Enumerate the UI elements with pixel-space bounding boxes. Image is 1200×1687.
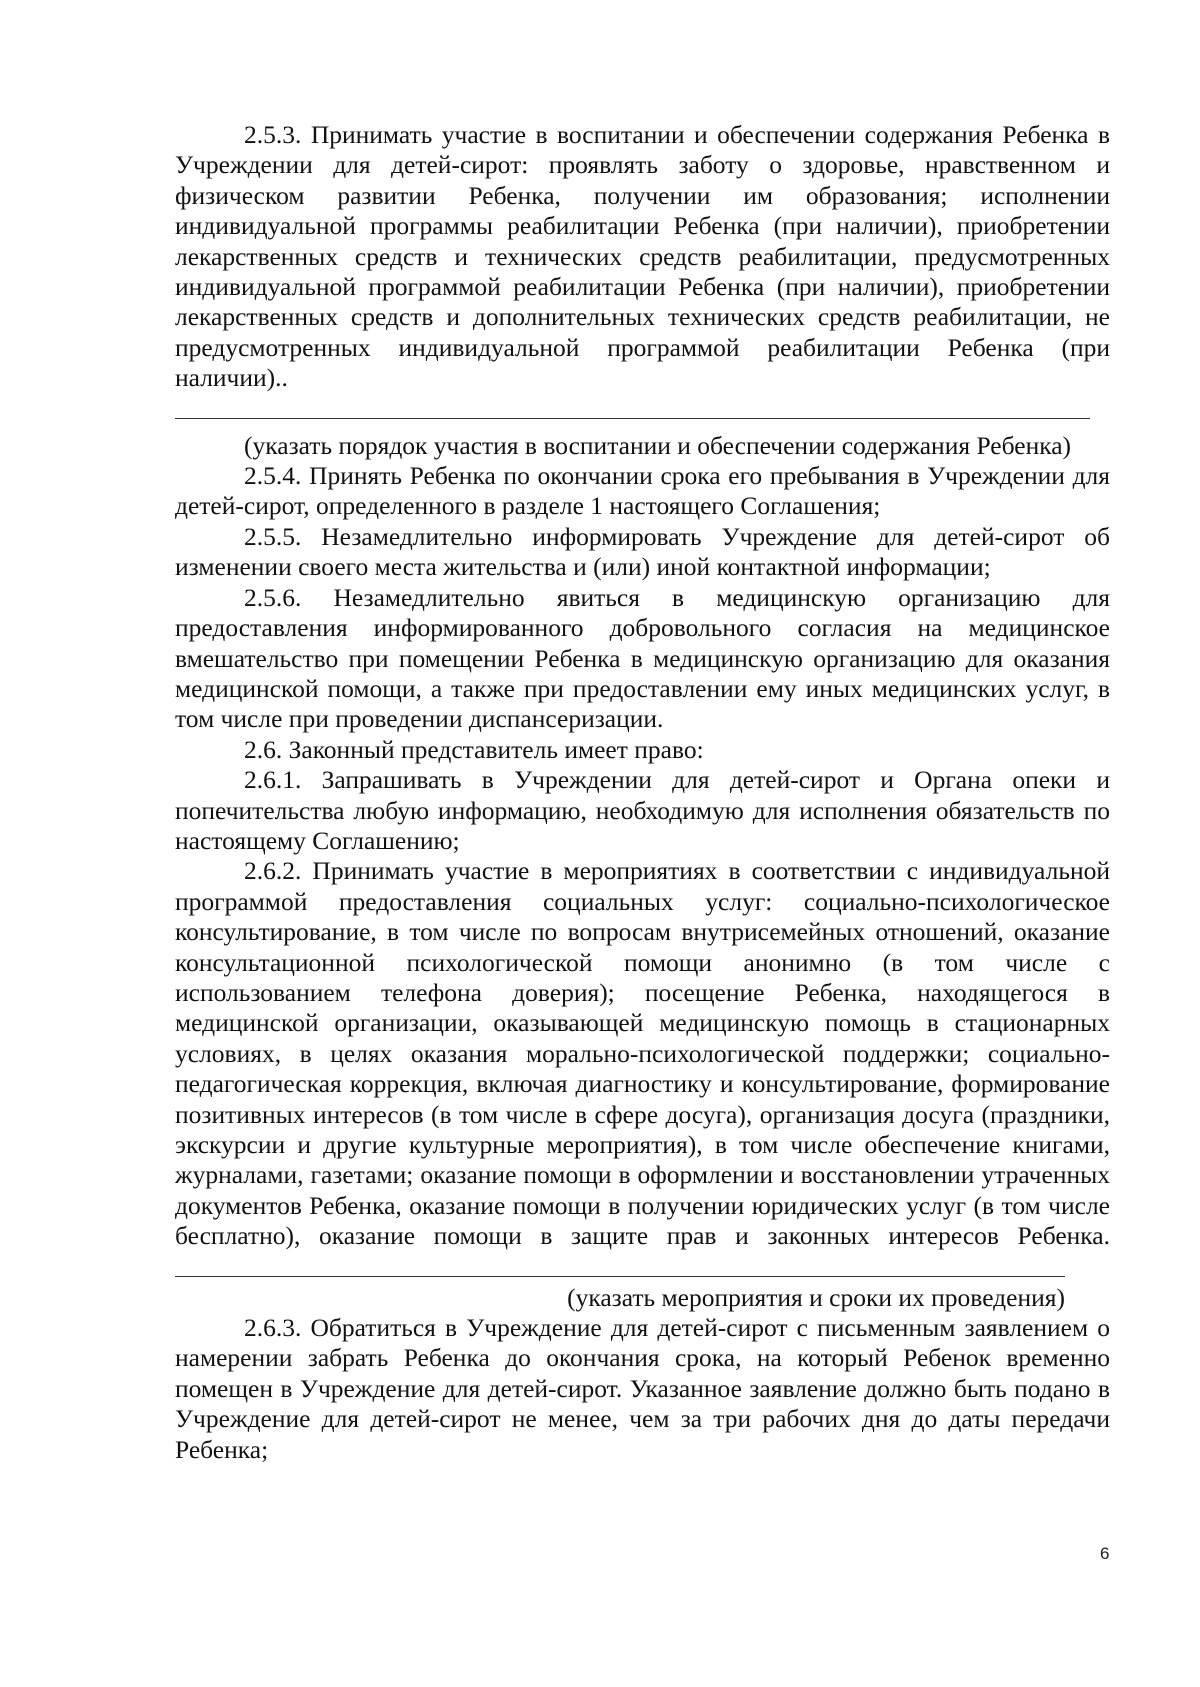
clause-2-5-4: 2.5.4. Принять Ребенка по окончании срока его пребывания в Учреждении для детей-сирот, определенного в разделе 1 настоящего Соглашения; [175,461,1110,521]
clause-2-5-3: 2.5.3. Принимать участие в воспитании и обеспечении содержания Ребенка в Учреждении для детей-сирот: проявлять заботу о здоровье, нравственном и физическом развитии Ребенка, получении им образования; исполнении индивидуальной программы реабилитации Ребенка (при наличии), приобретении лекарственных средств и технических средств реабилитации, предусмотренных индивидуальной программой реабилитации Ребенка (при наличии), приобретении лекарственных средств и дополнительных технических средств реабилитации, не предусмотренных индивидуальной программой реабилитации Ребенка (при наличии).. [175,120,1110,393]
clause-2-5-6: 2.5.6. Незамедлительно явиться в медицинскую организацию для предоставления информированного добровольного согласия на медицинское вмешательство при помещении Ребенка в медицинскую организацию для оказания медицинской помощи, а также при предоставлении ему иных медицинских услуг, в том числе при проведении диспансеризации. [175,582,1110,734]
clause-2-6-1: 2.6.1. Запрашивать в Учреждении для детей-сирот и Органа опеки и попечительства любую информацию, необходимую для исполнения обязательств по настоящему Соглашению; [175,765,1110,855]
caption-activities-and-dates: (указать мероприятия и сроки их проведения) [567,1282,1065,1312]
document-body [175,120,1110,1465]
fill-in-line [175,1276,1065,1277]
clause-2-6-3: 2.6.3. Обратиться в Учреждение для детей-сирот с письменным заявлением о намерении забрать Ребенка до окончания срока, на который Ребенок временно помещен в Учреждение для детей-сирот. Указанное заявление должно быть подано в Учреждение для детей-сирот не менее, чем за три рабочих дня до даты передачи Ребенка; [175,1313,1110,1464]
clause-2-6-2: 2.6.2. Принимать участие в мероприятиях в соответствии с индивидуальной программой предоставления социальных услуг: социально-психологическое консультирование, в том числе по вопросам внутрисемейных отношений, оказание консультационной психологической помощи анонимно (в том числе с использованием телефона доверия); посещение Ребенка, находящегося в медицинской организации, оказывающей медицинскую помощь в стационарных условиях, в целях оказания морально-психологической поддержки; социально-педагогическая коррекция, включая диагностику и консультирование, формирование позитивных интересов (в том числе в сфере досуга), организация досуга (праздники, экскурсии и другие культурные мероприятия), в том числе обеспечение книгами, журналами, газетами; оказание помощи в оформлении и восстановлении утраченных документов Ребенка, оказание помощи в получении юридических услуг (в том числе бесплатно), оказание помощи в защите прав и законных интересов Ребенка. [175,856,1110,1251]
clause-2-5-5: 2.5.5. Незамедлительно информировать Учреждение для детей-сирот об изменении своего места жительства и (или) иной контактной информации; [175,521,1110,582]
page-number: 6 [1100,1544,1110,1563]
clause-2-6: 2.6. Законный представитель имеет право: [244,734,704,764]
caption-participation-order: (указать порядок участия в воспитании и обеспечении содержания Ребенка) [244,430,1072,460]
fill-in-line [175,418,1090,419]
